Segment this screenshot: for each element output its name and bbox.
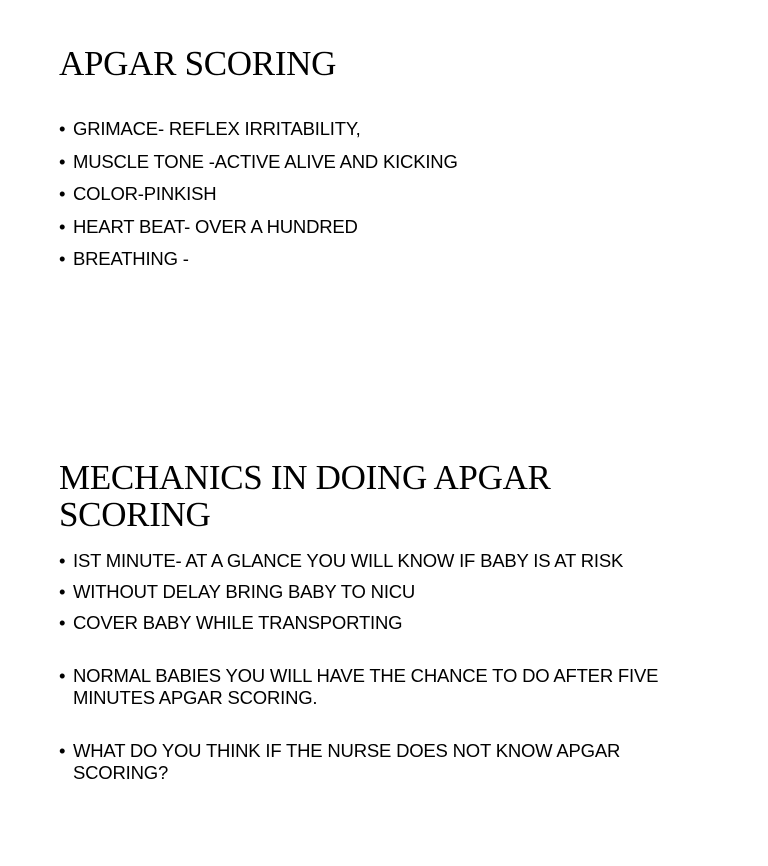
bullet-item-nicu: • WITHOUT DELAY BRING BABY TO NICU — [59, 581, 719, 603]
bullet-item-muscle-tone: • MUSCLE TONE -ACTIVE ALIVE AND KICKING — [59, 150, 458, 174]
bullet-item-breathing: • BREATHING - — [59, 247, 458, 271]
slide-apgar-scoring — [0, 0, 768, 400]
bullet-item-color: • COLOR-PINKISH — [59, 182, 458, 206]
bullet-item-normal-babies: • NORMAL BABIES YOU WILL HAVE THE CHANCE TO DO AFTER FIVE MINUTES APGAR SCORING. — [59, 665, 719, 709]
bullet-list — [59, 550, 719, 793]
bullet-item-first-minute: • IST MINUTE- AT A GLANCE YOU WILL KNOW IF BABY IS AT RISK — [59, 550, 719, 572]
bullet-item-heart-beat: • HEART BEAT- OVER A HUNDRED — [59, 215, 458, 239]
slide-title: MECHANICS IN DOING APGAR SCORING — [59, 458, 551, 534]
bullet-item-question: • WHAT DO YOU THINK IF THE NURSE DOES NOT KNOW APGAR SCORING? — [59, 740, 719, 784]
slide-mechanics-apgar — [0, 433, 768, 866]
slide-title: APGAR SCORING — [59, 44, 337, 83]
bullet-list — [59, 117, 458, 280]
bullet-item-grimace: • GRIMACE- REFLEX IRRITABILITY, — [59, 117, 458, 141]
bullet-item-cover-baby: • COVER BABY WHILE TRANSPORTING — [59, 612, 719, 634]
